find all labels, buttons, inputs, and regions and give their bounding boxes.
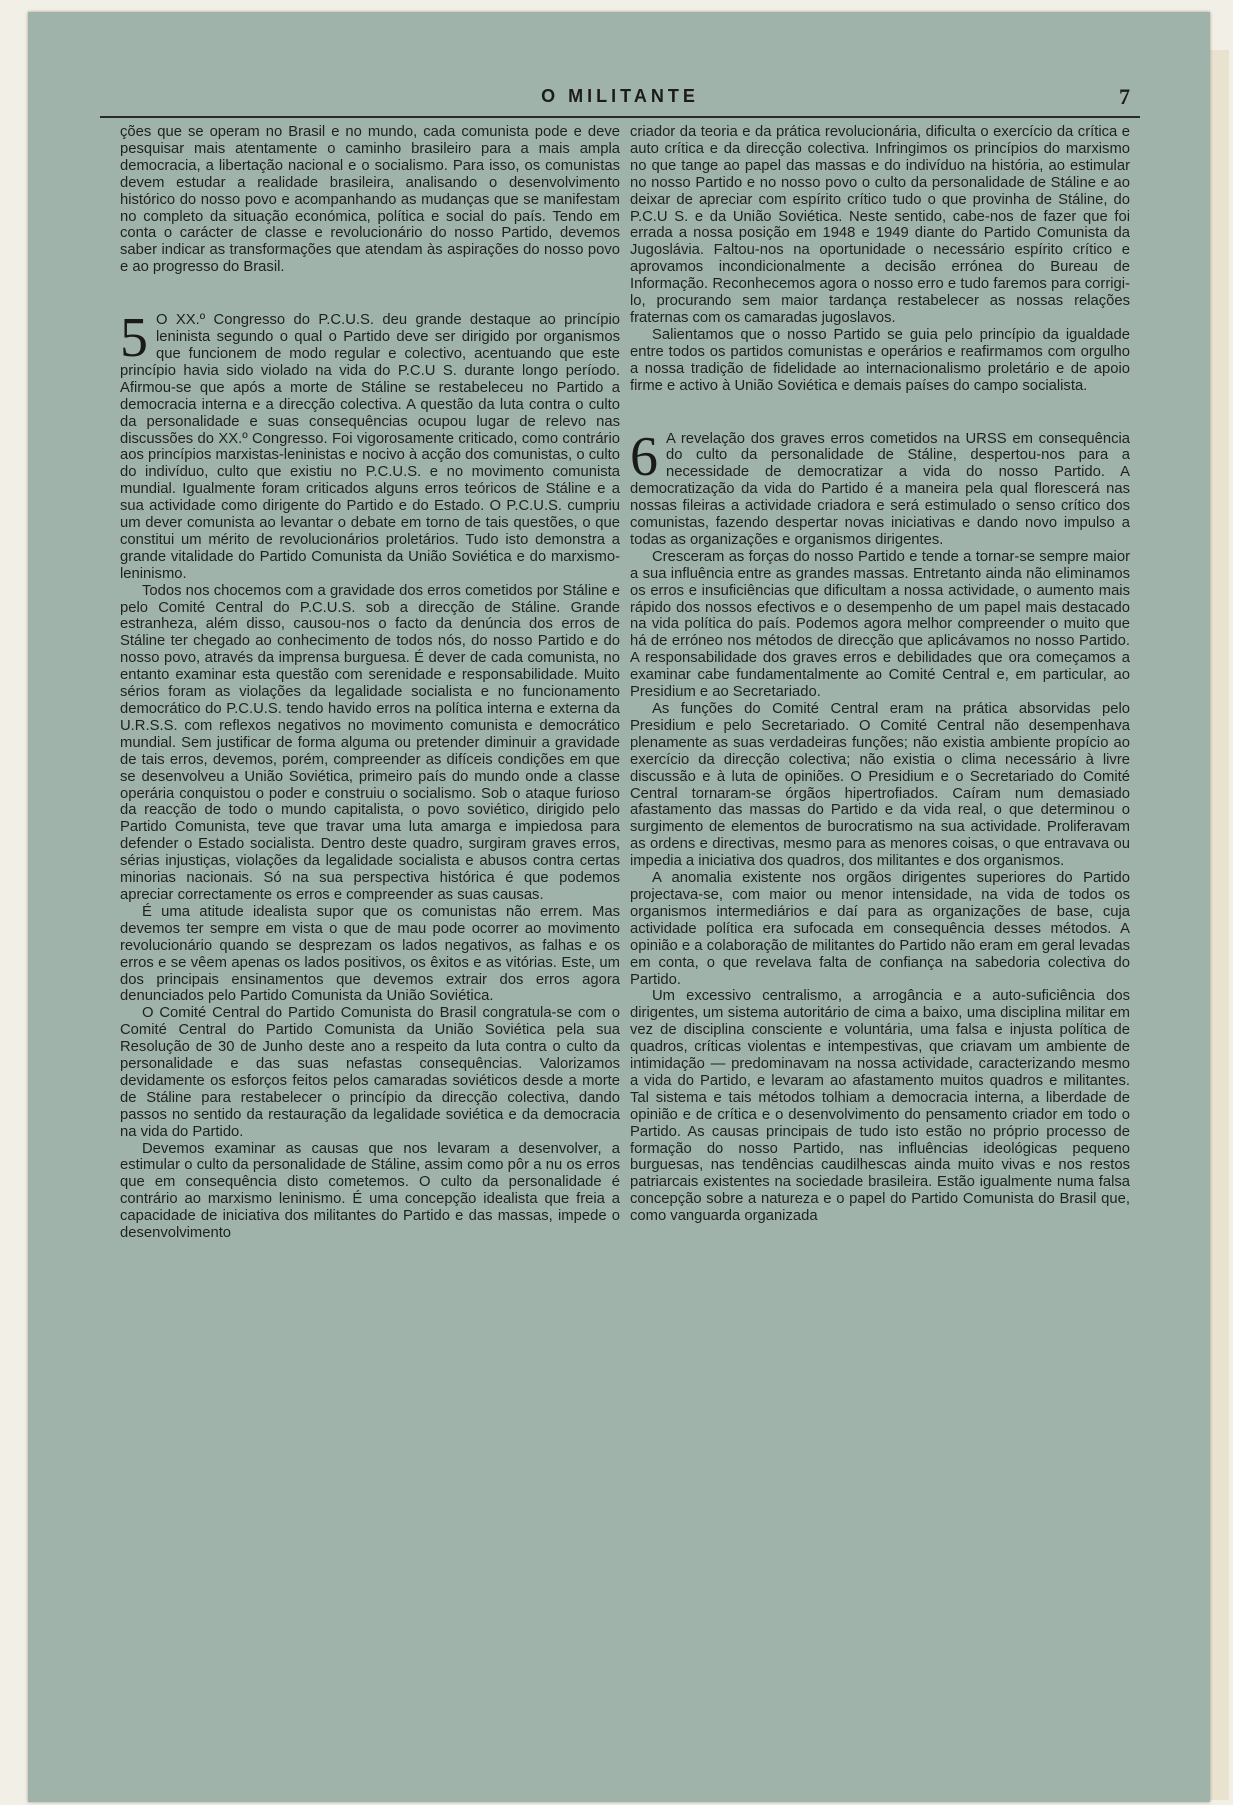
paragraph: Um excessivo centralismo, a arrogância e a auto-suficiência dos dirigentes, um sistema autoritário de cima a baixo, uma disciplina militar em vez de disciplina consciente e voluntária, uma falsa e injusta política de quadros, críticas violentas e intempestivas, que criavam um ambiente de intimidação — predominavam na nossa actividade, caracterizando mesmo a vida do Partido, e levaram ao afastamento muitos quadros e militantes. Tal sistema e tais métodos tolhiam a democracia interna, a liberdade de opinião e de crítica e o desenvolvimento do pensamento criador em todo o Partido. As causas principais de tudo isto estão no próprio processo de formação do nosso Partido, nas influências ideológicas pequeno burguesas, nas tendências caudilhescas ainda muito vivas e nos restos patriarcais existentes na sociedade brasileira. Estão igualmente numa falsa concepção sobre a natureza e o papel do Partido Comunista do Brasil que, como vanguarda organizada — [630, 988, 1130, 1225]
page-number: 7 — [1119, 84, 1130, 109]
paragraph: As funções do Comité Central eram na prática absorvidas pelo Presidium e pelo Secretariado. O Comité Central não desempenhava plenamente as suas verdadeiras funções; não existia ambiente propício ao exercício da direcção colectiva; não existia o clima necessário à livre discussão e à luta de opiniões. O Presidium e o Secretariado do Comité Central tornaram-se órgãos hipertrofiados. Caíram num demasiado afastamento das massas do Partido e da vida real, o que determinou o surgimento de elementos de burocratismo na sua actividade. Proliferavam as ordens e directivas, mesmo para as menores coisas, o que entravava ou impedia a iniciativa dos quadros, dos militantes e dos organismos. — [630, 701, 1130, 870]
paragraph: Devemos examinar as causas que nos levaram a desenvolver, a estimular o culto da personalidade de Stáline, assim como pôr a nu os erros que em consequência disto cometemos. O culto da personalidade é contrário ao marxismo leninismo. É uma concepção idealista que freia a capacidade de iniciativa dos militantes do Partido e das massas, impede o desenvolvimento — [120, 1140, 620, 1242]
left-column — [120, 124, 620, 1242]
paragraph: A anomalia existente nos orgãos dirigentes superiores do Partido projectava-se, com maior ou menor intensidade, na vida de todos os organismos intermediários e daí para as organizações de base, cuja actividade política era sufocada em consequência desses métodos. A opinião e a colaboração de militantes do Partido não eram em geral levadas em conta, o que revelava falta de confiança na sabedoria colectiva do Partido. — [630, 870, 1130, 988]
section-6-first-paragraph — [630, 425, 1130, 549]
section-number-6: 6 — [630, 425, 658, 488]
paragraph: Todos nos chocemos com a gravidade dos erros cometidos por Stáline e pelo Comité Central do P.C.U.S. sob a direcção de Stáline. Grande estranheza, além disso, causou-nos o facto da denúncia dos erros de Stáline ter chegado ao conhecimento de todos nós, do nosso Partido e do nosso povo, através da imprensa burguesa. É dever de cada comunista, no entanto examinar esta questão com serenidade e responsabilidade. Muito sérios foram as violações da legalidade socialista e no funcionamento democrático do P.C.U.S. tendo havido erros na política interna e externa da U.R.S.S. com reflexos negativos no movimento comunista e democrático mundial. Sem justificar de forma alguma ou pretender diminuir a gravidade de tais erros, devemos, porém, compreender as difíceis condições em que se desenvolveu a União Soviética, primeiro país do mundo onde a classe operária conquistou o poder e construiu o socialismo. Sob o ataque furioso da reacção de todo o mundo capitalista, o povo soviético, dirigido pelo Partido Comunista, teve que travar uma luta amarga e impiedosa para defender o Estado socialista. Dentro deste quadro, surgiram graves erros, sérias injustiças, violações da legalidade socialista e abusos contra certas minorias nacionais. Só na sua perspectiva histórica é que podemos apreciar correctamente os erros e compreender as suas causas. — [120, 582, 620, 903]
section-number-5: 5 — [120, 307, 148, 370]
right-column — [630, 124, 1130, 1225]
paragraph: É uma atitude idealista supor que os comunistas não errem. Mas devemos ter sempre em vista o que de mau pode ocorrer ao movimento revolucionário quando se desprezam os lados negativos, as falhas e os erros e se vêem apenas os lados positivos, os êxitos e as vitórias. Este, um dos principais ensinamentos que devemos extrair dos erros agora denunciados pelo Partido Comunista da União Soviética. — [120, 903, 620, 1005]
paragraph-intro: ções que se operam no Brasil e no mundo, cada comunista pode e deve pesquisar mais atentamente o caminho brasileiro para a mais ampla democracia, a libertação nacional e o socialismo. Para isso, os comunistas devem estudar a realidade brasileira, analisando o desenvolvimento histórico do nosso povo e acompanhando as mudanças que se manifestam no completo da situação económica, política e social do país. Tendo em conta o carácter de classe e revolucionário do nosso Partido, devemos saber indicar as transformações que atendam às aspirações do nosso povo e ao progresso do Brasil. — [120, 124, 620, 276]
paragraph: criador da teoria e da prática revolucionária, dificulta o exercício da crítica e auto crítica e da direcção colectiva. Infringimos os princípios do marxismo no que tange ao papel das massas e do indivíduo na história, ao estimular no nosso Partido e no nosso povo o culto da personalidade de Stáline e ao deixar de apreciar com espírito crítico tudo o que provinha de Stáline, do P.C.U S. e da União Soviética. Neste sentido, cabe-nos de fazer que foi errada a nossa posição em 1948 e 1949 diante do Partido Comunista da Jugoslávia. Faltou-nos na oportunidade o necessário espírito crítico e aprovamos incondicionalmente a decisão errónea do Bureau de Informação. Reconhecemos agora o nosso erro e tudo faremos para corrigi-lo, procurando sem maior tardança restabelecer as nossas relações fraternas com os camaradas jugoslavos. — [630, 124, 1130, 326]
page-header — [100, 84, 1140, 118]
paragraph: O Comité Central do Partido Comunista do Brasil congratula-se com o Comité Central do Partido Comunista da União Soviética pela sua Resolução de 30 de Junho deste ano a respeito da luta contra o culto da personalidade e das suas nefastas consequências. Valorizamos devidamente os esforços feitos pelos camaradas soviéticos desde a morte de Stáline para restabelecer o princípio da direcção colectiva, dando passos no sentido da restauração da legalidade soviética e da democracia na vida do Partido. — [120, 1005, 620, 1140]
section-5-first-paragraph — [120, 307, 620, 583]
paragraph: Cresceram as forças do nosso Partido e tende a tornar-se sempre maior a sua influência entre as grandes massas. Entretanto ainda não eliminamos os erros e insuficiências que dificultam a nossa actividade, o aumento mais rápido dos nossos efectivos e o desempenho de um papel mais destacado na vida política do país. Podemos agora melhor compreender o muito que há de erróneo nos métodos de direcção que aplicávamos no nosso Partido. A responsabilidade dos graves erros e debilidades que ora começamos a examinar cabe fundamentalmente ao Comité Central e, em particular, ao Presidium e ao Secretariado. — [630, 548, 1130, 701]
section-5-first-paragraph-text: O XX.º Congresso do P.C.U.S. deu grande destaque ao princípio leninista segundo o qual o Partido deve ser dirigido por organismos que funcionem de modo regular e colectivo, acentuando que este princípio havia sido violado na vida do P.C.U S. durante longo período. Afirmou-se que após a morte de Stáline se restabeleceu no Partido a democracia interna e a direcção colectiva. A questão da luta contra o culto da personalidade e suas consequências ocupou lugar de relevo nas discussões do XX.º Congresso. Foi vigorosamente criticado, como contrário aos princípios marxistas-leninistas e nocivo à acção dos comunistas, o culto do indivíduo, culto que existiu no P.C.U.S. e no movimento comunista mundial. Igualmente foram criticados alguns erros teóricos de Stáline e a sua actividade como dirigente do Partido e do Estado. O P.C.U.S. cumpriu um dever comunista ao levantar o debate em torno de tais questões, o que constitui um mérito de revolucionários proletários. Tudo isto demonstra a grande vitalidade do Partido Comunista da União Soviética e do marxismo-leninismo. — [120, 312, 620, 582]
running-title: O MILITANTE — [541, 86, 699, 106]
section-6-first-paragraph-text: A revelação dos graves erros cometidos na URSS em consequência do culto da personalidade de Stáline, despertou-nos para a necessidade de democratizar a vida do nosso Partido. A democratização da vida do Partido é a maneira pela qual florescerá nas nossas fileiras a actividade criadora e será estimulado o senso crítico dos comunistas, fazendo despertar novas iniciativas e dando novo impulso a todas as organizações e organismos dirigentes. — [630, 430, 1130, 548]
paragraph: Salientamos que o nosso Partido se guia pelo princípio da igualdade entre todos os partidos comunistas e operários e reafirmamos com orgulho a nossa tradição de fidelidade ao internacionalismo proletário e de apoio firme e activo à União Soviética e demais países do campo socialista. — [630, 326, 1130, 394]
